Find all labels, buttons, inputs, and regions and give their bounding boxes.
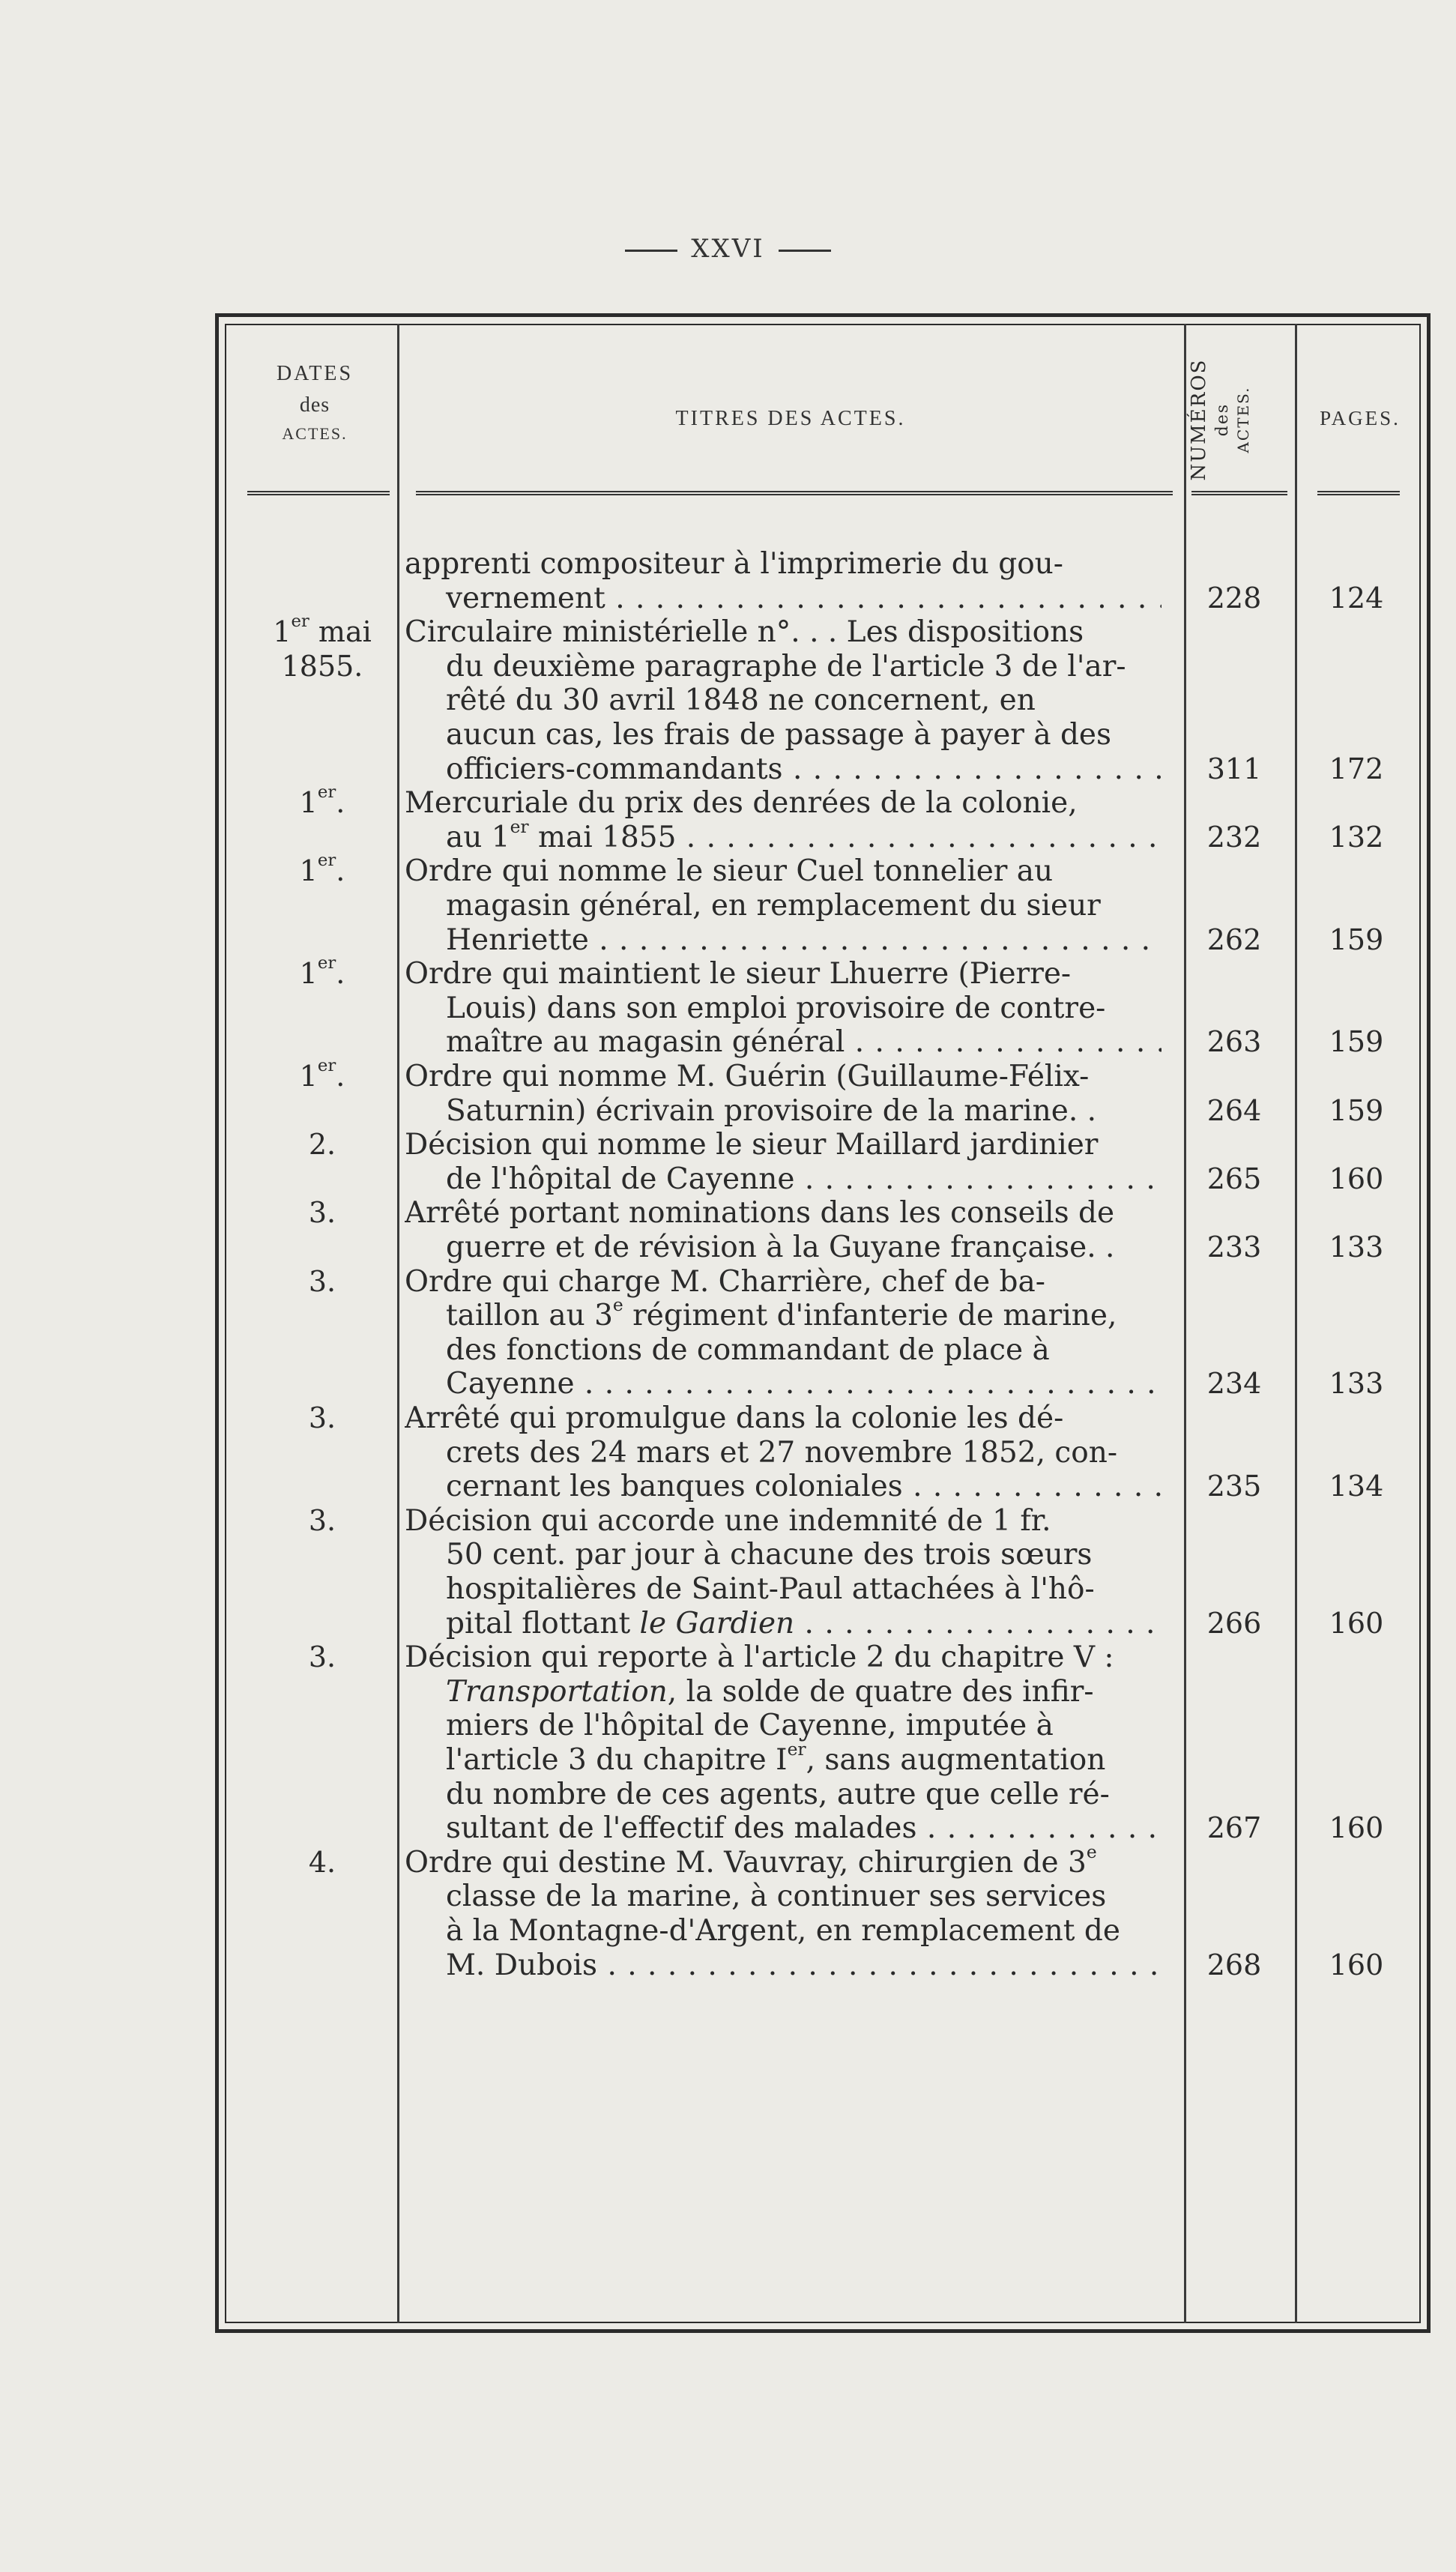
row-title bbox=[405, 1401, 1162, 1504]
row-numero: 264 bbox=[1206, 1093, 1262, 1127]
row-title-line: du nombre de ces agents, autre que celle ré- bbox=[446, 1777, 1110, 1811]
page-number: XXVI bbox=[691, 234, 765, 264]
row-page: 124 bbox=[1329, 581, 1384, 615]
row-date-line: 3. bbox=[308, 1264, 336, 1298]
row-title bbox=[405, 1846, 1162, 1982]
row-numero: 266 bbox=[1206, 1606, 1262, 1640]
row-title-line: crets des 24 mars et 27 novembre 1852, con- bbox=[446, 1435, 1118, 1470]
row-title-line: cernant les banques coloniales . . . bbox=[405, 1470, 1162, 1504]
row-numero: 267 bbox=[1206, 1811, 1262, 1845]
row-title-line: du deuxième paragraphe de l'article 3 de l'ar- bbox=[446, 649, 1126, 683]
row-title-line: rêté du 30 avril 1848 ne concernent, en bbox=[446, 683, 1036, 718]
row-date bbox=[247, 1265, 397, 1299]
row-title-line: Henriette . . . bbox=[405, 923, 1162, 958]
row-numero: 265 bbox=[1206, 1162, 1262, 1195]
numeros-header-line3: ACTES. bbox=[1234, 386, 1253, 453]
row-title-line: Mercuriale du prix des denrées de la colonie, bbox=[405, 786, 1078, 821]
row-title-line: miers de l'hôpital de Cayenne, imputée à bbox=[446, 1709, 1054, 1743]
row-date bbox=[247, 1056, 397, 1094]
row-date bbox=[247, 782, 397, 821]
row-title bbox=[405, 1060, 1162, 1128]
row-date-line: 3. bbox=[308, 1640, 336, 1674]
row-title-line: des fonctions de commandant de place à bbox=[446, 1332, 1050, 1367]
row-title-line: de l'hôpital de Cayenne . . . bbox=[405, 1162, 1162, 1197]
row-page: 159 bbox=[1329, 1093, 1384, 1127]
row-title-line: Transportation, la solde de quatre des infir- bbox=[446, 1674, 1094, 1709]
column-header-titres bbox=[405, 403, 1176, 435]
row-title-line: sultant de l'effectif des malades . . . bbox=[405, 1811, 1162, 1846]
row-title-line: Ordre qui nomme M. Guérin (Guillaume-Félix- bbox=[405, 1060, 1090, 1093]
row-page: 172 bbox=[1329, 752, 1384, 785]
row-title-line: Arrêté qui promulgue dans la colonie les dé- bbox=[405, 1401, 1064, 1435]
row-title-line: 50 cent. par jour à chacune des trois sœurs bbox=[446, 1538, 1093, 1572]
row-date bbox=[247, 547, 397, 615]
row-date bbox=[247, 1196, 397, 1231]
row-date bbox=[247, 1504, 397, 1539]
row-title-line: Circulaire ministérielle n°. . . Les dispositions bbox=[405, 615, 1084, 650]
row-title-line: officiers-commandants . . . bbox=[405, 752, 1162, 787]
row-date-line: 1er. bbox=[299, 851, 345, 888]
row-title-line: magasin général, en remplacement du sieur bbox=[446, 888, 1101, 923]
column-header-dates bbox=[240, 358, 390, 446]
row-date-line: 1er. bbox=[299, 1056, 345, 1093]
row-date bbox=[247, 1401, 397, 1436]
row-title-line: Décision qui nomme le sieur Maillard jardinier bbox=[405, 1128, 1099, 1162]
row-title-line: guerre et de révision à la Guyane française. . bbox=[446, 1230, 1115, 1264]
numeros-header-line1: NUMÉROS bbox=[1187, 358, 1210, 481]
row-date-line: 3. bbox=[308, 1503, 336, 1537]
row-date-line: 1855. bbox=[281, 649, 363, 683]
dates-header-line1: DATES bbox=[276, 362, 354, 385]
column-header-numeros bbox=[1187, 352, 1253, 487]
row-title bbox=[405, 1504, 1162, 1640]
row-date-line: 3. bbox=[308, 1401, 336, 1434]
column-divider-dates bbox=[397, 324, 399, 2323]
row-numero: 232 bbox=[1206, 820, 1262, 854]
row-page: 133 bbox=[1329, 1230, 1384, 1264]
row-title-line: maître au magasin général . . . bbox=[405, 1025, 1162, 1060]
row-title-line: Ordre qui maintient le sieur Lhuerre (Pierre- bbox=[405, 957, 1072, 991]
row-page: 159 bbox=[1329, 1025, 1384, 1059]
row-date-line bbox=[247, 582, 397, 616]
row-title-line: vernement . . . bbox=[405, 582, 1162, 616]
row-date-line: 4. bbox=[308, 1845, 336, 1879]
row-title-line: pital flottant le Gardien . . . bbox=[405, 1607, 1162, 1641]
row-title bbox=[405, 1128, 1162, 1196]
row-title bbox=[405, 1196, 1162, 1264]
row-page: 160 bbox=[1329, 1948, 1384, 1981]
header-rule-dates bbox=[247, 491, 390, 495]
row-title-line: hospitalières de Saint-Paul attachées à l'hô- bbox=[446, 1572, 1095, 1606]
row-date-line: 3. bbox=[308, 1196, 336, 1230]
row-title-line: Décision qui reporte à l'article 2 du chapitre V : bbox=[405, 1640, 1114, 1675]
dates-header-line3: ACTES. bbox=[282, 424, 348, 443]
row-title-line: Ordre qui nomme le sieur Cuel tonnelier au bbox=[405, 854, 1054, 889]
row-date bbox=[247, 612, 397, 683]
column-header-pages bbox=[1300, 403, 1420, 434]
header-rule-numeros bbox=[1191, 491, 1287, 495]
row-title bbox=[405, 547, 1162, 615]
row-title-line: classe de la marine, à continuer ses services bbox=[446, 1880, 1107, 1914]
row-numero: 311 bbox=[1206, 752, 1262, 785]
row-title-line: Arrêté portant nominations dans les conseils de bbox=[405, 1196, 1115, 1231]
row-title-line: au 1er mai 1855 . . . bbox=[405, 821, 1162, 855]
row-title bbox=[405, 957, 1162, 1060]
row-page: 160 bbox=[1329, 1811, 1384, 1845]
row-date bbox=[247, 1640, 397, 1675]
row-title-line: l'article 3 du chapitre Ier, sans augmentation bbox=[446, 1742, 1106, 1777]
column-divider-titres bbox=[1184, 324, 1186, 2323]
titres-header: TITRES DES ACTES. bbox=[675, 407, 906, 430]
column-divider-numeros bbox=[1295, 324, 1297, 2323]
row-date-line bbox=[247, 547, 397, 582]
header-rule-titres bbox=[416, 491, 1173, 495]
row-title bbox=[405, 1265, 1162, 1401]
row-title bbox=[405, 854, 1162, 957]
row-date-line: 1er mai bbox=[273, 612, 372, 649]
row-title bbox=[405, 615, 1162, 786]
numeros-header-line2: des bbox=[1212, 402, 1232, 437]
row-date-line: 2. bbox=[308, 1128, 336, 1162]
row-date-line: 1er. bbox=[299, 782, 345, 820]
row-title-line: Louis) dans son emploi provisoire de contre- bbox=[446, 991, 1106, 1025]
row-title-line: taillon au 3e régiment d'infanterie de marine, bbox=[446, 1299, 1117, 1333]
header-dash-right bbox=[779, 250, 831, 252]
row-title-line: apprenti compositeur à l'imprimerie du gou- bbox=[405, 547, 1063, 581]
row-numero: 235 bbox=[1206, 1470, 1262, 1503]
row-page: 133 bbox=[1329, 1367, 1384, 1401]
row-numero: 228 bbox=[1206, 581, 1262, 615]
row-title-line: Ordre qui destine M. Vauvray, chirurgien de 3e bbox=[405, 1845, 1097, 1880]
row-date bbox=[247, 1846, 397, 1880]
row-title-line: Ordre qui charge M. Charrière, chef de ba- bbox=[405, 1264, 1045, 1299]
pages-header: PAGES. bbox=[1320, 407, 1401, 429]
row-numero: 234 bbox=[1206, 1367, 1262, 1401]
row-date-line: 1er. bbox=[299, 953, 345, 991]
row-title-line: M. Dubois . . . bbox=[405, 1948, 1162, 1983]
page-header bbox=[0, 234, 1456, 264]
dates-header-line2: des bbox=[299, 393, 330, 417]
row-title-line: à la Montagne-d'Argent, en remplacement de bbox=[446, 1913, 1120, 1948]
row-title-line: aucun cas, les frais de passage à payer à des bbox=[446, 717, 1112, 752]
row-title bbox=[405, 786, 1162, 854]
row-page: 134 bbox=[1329, 1470, 1384, 1503]
row-numero: 268 bbox=[1206, 1948, 1262, 1981]
row-page: 160 bbox=[1329, 1162, 1384, 1195]
row-title-line: Cayenne . . . bbox=[405, 1367, 1162, 1401]
row-title-line: Décision qui accorde une indemnité de 1 fr. bbox=[405, 1503, 1051, 1538]
row-title bbox=[405, 1640, 1162, 1846]
row-date bbox=[247, 851, 397, 889]
row-numero: 262 bbox=[1206, 923, 1262, 956]
row-date bbox=[247, 1128, 397, 1162]
row-title-line: Saturnin) écrivain provisoire de la marine. . bbox=[446, 1093, 1097, 1128]
header-dash-left bbox=[625, 250, 677, 252]
row-numero: 233 bbox=[1206, 1230, 1262, 1264]
header-rule-pages bbox=[1317, 491, 1400, 495]
row-page: 132 bbox=[1329, 820, 1384, 854]
row-page: 160 bbox=[1329, 1606, 1384, 1640]
row-numero: 263 bbox=[1206, 1025, 1262, 1059]
row-date bbox=[247, 953, 397, 991]
row-page: 159 bbox=[1329, 923, 1384, 956]
